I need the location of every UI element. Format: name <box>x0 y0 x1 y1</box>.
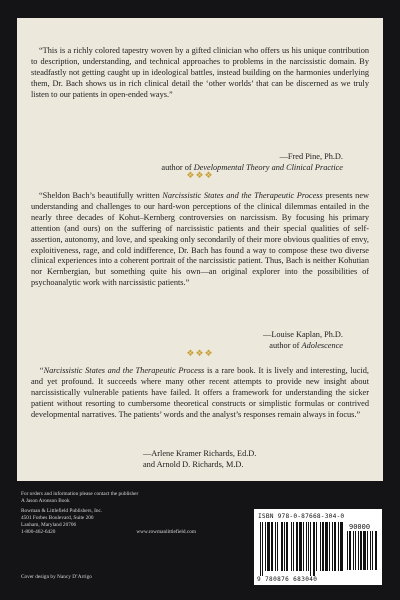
endorser-name: —Fred Pine, Ph.D. <box>279 152 343 161</box>
barcode-bar <box>334 522 336 571</box>
barcode-box <box>254 509 382 585</box>
barcode-bar <box>310 522 311 576</box>
address-line-1: 4501 Forbes Boulevard, Suite 200 <box>21 514 94 521</box>
phone-number: 1-800-462-6420 <box>21 529 56 536</box>
ornament-divider: ❖❖❖ <box>186 171 214 181</box>
barcode-bar <box>286 522 288 571</box>
barcode-bar <box>347 531 348 570</box>
barcode-bar <box>338 522 339 571</box>
barcode-bar <box>349 531 351 570</box>
barcode-bar <box>353 531 354 570</box>
endorsement-quote-2: “Sheldon Bach’s beautifully written Narcissistic States and the Therapeutic Process presents new understanding and challenges to our hard-won perceptions of the clinical dilemmas entailed in the nearly three decades of Kohut–Kernberg controversies on narcissism. By focusing his primary attention (and ours) on the suffering of narcissistic patients and their special qualities of self-assertion, autonomy, and love, and speaking only secondarily of their more obvious qualities of envy, exploitiveness, rage, and cold indifference, Dr. Bach has found a way to compose these two diverse clinical experiences into a coherent portrait of the narcissistic patient. Thus, Bach is neither Kohutian nor Kernbergian, but something quite his own—an original explorer into the possibilities of psychoanalytic work with narcissistic patients.” <box>31 191 370 288</box>
endorsement-panel <box>17 18 383 481</box>
barcode-bar <box>308 522 309 571</box>
barcode-bar <box>277 522 278 571</box>
barcode-bar <box>340 522 343 571</box>
barcode-bar <box>367 531 368 570</box>
barcode-bar <box>296 522 298 571</box>
endorsement-attribution-3 <box>143 449 343 471</box>
endorser-affiliation: author of Developmental Theory and Clinical Practice <box>161 162 343 172</box>
barcode-bar <box>363 531 366 570</box>
barcode-bar <box>260 522 261 576</box>
barcode-bar <box>275 522 276 571</box>
endorser-name: —Louise Kaplan, Ph.D. <box>263 330 343 339</box>
website-link[interactable]: www.rowmanlittlefield.com <box>136 529 196 536</box>
isbn-label: ISBN 978-0-87668-304-0 <box>258 513 345 520</box>
barcode-bar <box>372 531 373 570</box>
publisher-info <box>21 491 251 537</box>
barcode-bar <box>299 522 302 571</box>
endorser-name: —Arlene Kramer Richards, Ed.D. <box>143 449 257 458</box>
endorser-affiliation: author of Adolescence <box>269 340 343 350</box>
barcode-bar <box>271 522 273 571</box>
barcode-bar <box>322 522 324 571</box>
barcode-bar <box>329 522 330 571</box>
barcode-digits: 9 780876 683040 <box>257 576 318 583</box>
barcode-bar <box>313 522 315 576</box>
endorser-name-2: and Arnold D. Richards, M.D. <box>143 459 244 469</box>
barcode-bar <box>281 522 283 571</box>
barcode-bar <box>370 531 371 570</box>
barcode-bar <box>355 531 356 570</box>
barcode-bar <box>284 522 285 571</box>
barcode-bar <box>332 522 333 571</box>
orders-line: For orders and information please contact the publisher <box>21 491 139 497</box>
barcode-bar <box>303 522 304 571</box>
barcode-bar <box>316 522 317 571</box>
imprint-line: A Jason Aronson Book <box>21 498 70 505</box>
cover-design-credit: Cover design by Nancy D’Arrigo <box>21 574 92 580</box>
price-code: 90000 <box>349 523 371 531</box>
barcode-bar <box>293 522 294 571</box>
ean-barcode <box>260 522 344 576</box>
publisher-name: Rowman & Littlefield Publishers, Inc. <box>21 507 103 514</box>
barcode-bar <box>306 522 307 571</box>
barcode-bar <box>320 522 321 571</box>
endorsement-quote-3: “Narcissistic States and the Therapeutic Process is a rare book. It is lively and interesting, lucid, and yet profound. It succeeds where many other recent attempts to provide new insight about narcissistically vulnerable patients have failed. It offers a framework for understanding the sicker patient without resorting to cumbersome theoretical constructs or simplistic formulas or contrived developmental narratives. The patients’ words and the analyst’s responses remain always in focus.” <box>31 366 369 419</box>
barcode-bar <box>291 522 292 571</box>
price-addon-barcode <box>347 531 377 575</box>
address-line-2: Lanham, Maryland 20706 <box>21 522 77 529</box>
barcode-bar <box>325 522 328 571</box>
endorsement-quote-1: “This is a richly colored tapestry woven by a gifted clinician who offers us his unique contribution to description, understanding, and technical approaches to problems in the narcissistic domain. By steadfastly not getting caught up in ideological battles, instead building on the harmonies underlying them, Dr. Bach shows us in rich clinical detail the ‘other worlds’ that can be discerned as we truly listen to our patients in open-ended ways.” <box>31 46 369 99</box>
barcode-bar <box>375 531 377 570</box>
barcode-bar <box>265 522 266 571</box>
barcode-bar <box>360 531 362 570</box>
barcode-bar <box>358 531 359 570</box>
ornament-divider: ❖❖❖ <box>186 349 214 359</box>
barcode-bar <box>262 522 263 576</box>
barcode-bar <box>267 522 270 571</box>
